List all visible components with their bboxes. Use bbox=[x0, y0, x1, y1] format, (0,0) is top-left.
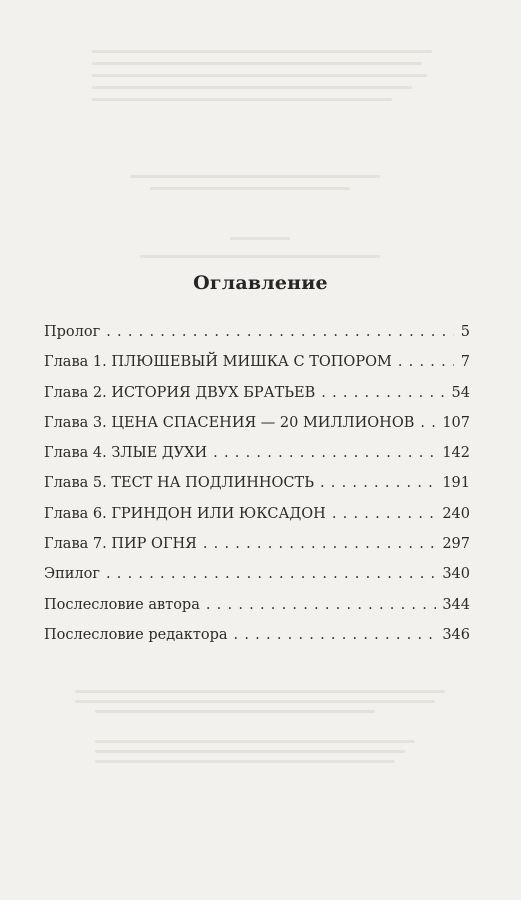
toc-entry[interactable] bbox=[44, 564, 470, 594]
dot-leader bbox=[332, 504, 436, 524]
toc-entry[interactable] bbox=[44, 413, 470, 443]
toc-entry[interactable] bbox=[44, 473, 470, 503]
dot-leader bbox=[321, 383, 445, 403]
toc-entry[interactable] bbox=[44, 625, 470, 655]
toc-entry-page: 340 bbox=[442, 566, 470, 583]
toc-entry-page: 54 bbox=[451, 384, 470, 401]
toc-entry[interactable] bbox=[44, 534, 470, 564]
toc-entry-label: Глава 4. ЗЛЫЕ ДУХИ bbox=[44, 445, 208, 462]
dot-leader bbox=[213, 443, 436, 463]
dot-leader bbox=[106, 564, 436, 584]
toc-entry-label: Глава 3. ЦЕНА СПАСЕНИЯ — 20 МИЛЛИОНОВ bbox=[44, 414, 415, 431]
toc-entry[interactable] bbox=[44, 595, 470, 625]
dot-leader bbox=[106, 322, 454, 342]
toc-entry-page: 107 bbox=[442, 414, 470, 431]
dot-leader bbox=[203, 534, 436, 554]
toc-entry[interactable] bbox=[44, 352, 470, 382]
toc-entry-label: Послесловие редактора bbox=[44, 626, 228, 643]
toc-entry-label: Глава 6. ГРИНДОН ИЛИ ЮКСАДОН bbox=[44, 505, 326, 522]
toc-entry-page: 142 bbox=[442, 445, 470, 462]
toc-entry-label: Глава 2. ИСТОРИЯ ДВУХ БРАТЬЕВ bbox=[44, 384, 316, 401]
toc-entry-label: Глава 1. ПЛЮШЕВЫЙ МИШКА С ТОПОРОМ bbox=[44, 354, 392, 371]
toc-entry[interactable] bbox=[44, 443, 470, 473]
toc-entry-page: 240 bbox=[442, 505, 470, 522]
toc-entry-page: 7 bbox=[460, 354, 470, 371]
toc-entry-label: Глава 7. ПИР ОГНЯ bbox=[44, 536, 197, 553]
toc-entry-page: 297 bbox=[442, 536, 470, 553]
toc-entry-label: Глава 5. ТЕСТ НА ПОДЛИННОСТЬ bbox=[44, 475, 314, 492]
toc-entry-page: 5 bbox=[460, 324, 470, 340]
toc-entry-label: Послесловие автора bbox=[44, 596, 200, 613]
toc-entry-page: 191 bbox=[442, 475, 470, 492]
dot-leader bbox=[320, 473, 436, 493]
dot-leader bbox=[206, 595, 436, 615]
toc-entry[interactable] bbox=[44, 504, 470, 534]
dot-leader bbox=[234, 625, 437, 645]
toc-entry-page: 346 bbox=[442, 626, 470, 643]
toc-entry[interactable] bbox=[44, 322, 470, 352]
toc-list bbox=[44, 322, 470, 655]
toc-title: Оглавление bbox=[193, 272, 328, 294]
toc-entry-label: Эпилог bbox=[44, 566, 100, 583]
dot-leader bbox=[398, 352, 454, 372]
toc-entry-label: Пролог bbox=[44, 324, 101, 340]
dot-leader bbox=[420, 413, 436, 433]
toc-entry[interactable] bbox=[44, 383, 470, 413]
toc-entry-page: 344 bbox=[442, 596, 470, 613]
